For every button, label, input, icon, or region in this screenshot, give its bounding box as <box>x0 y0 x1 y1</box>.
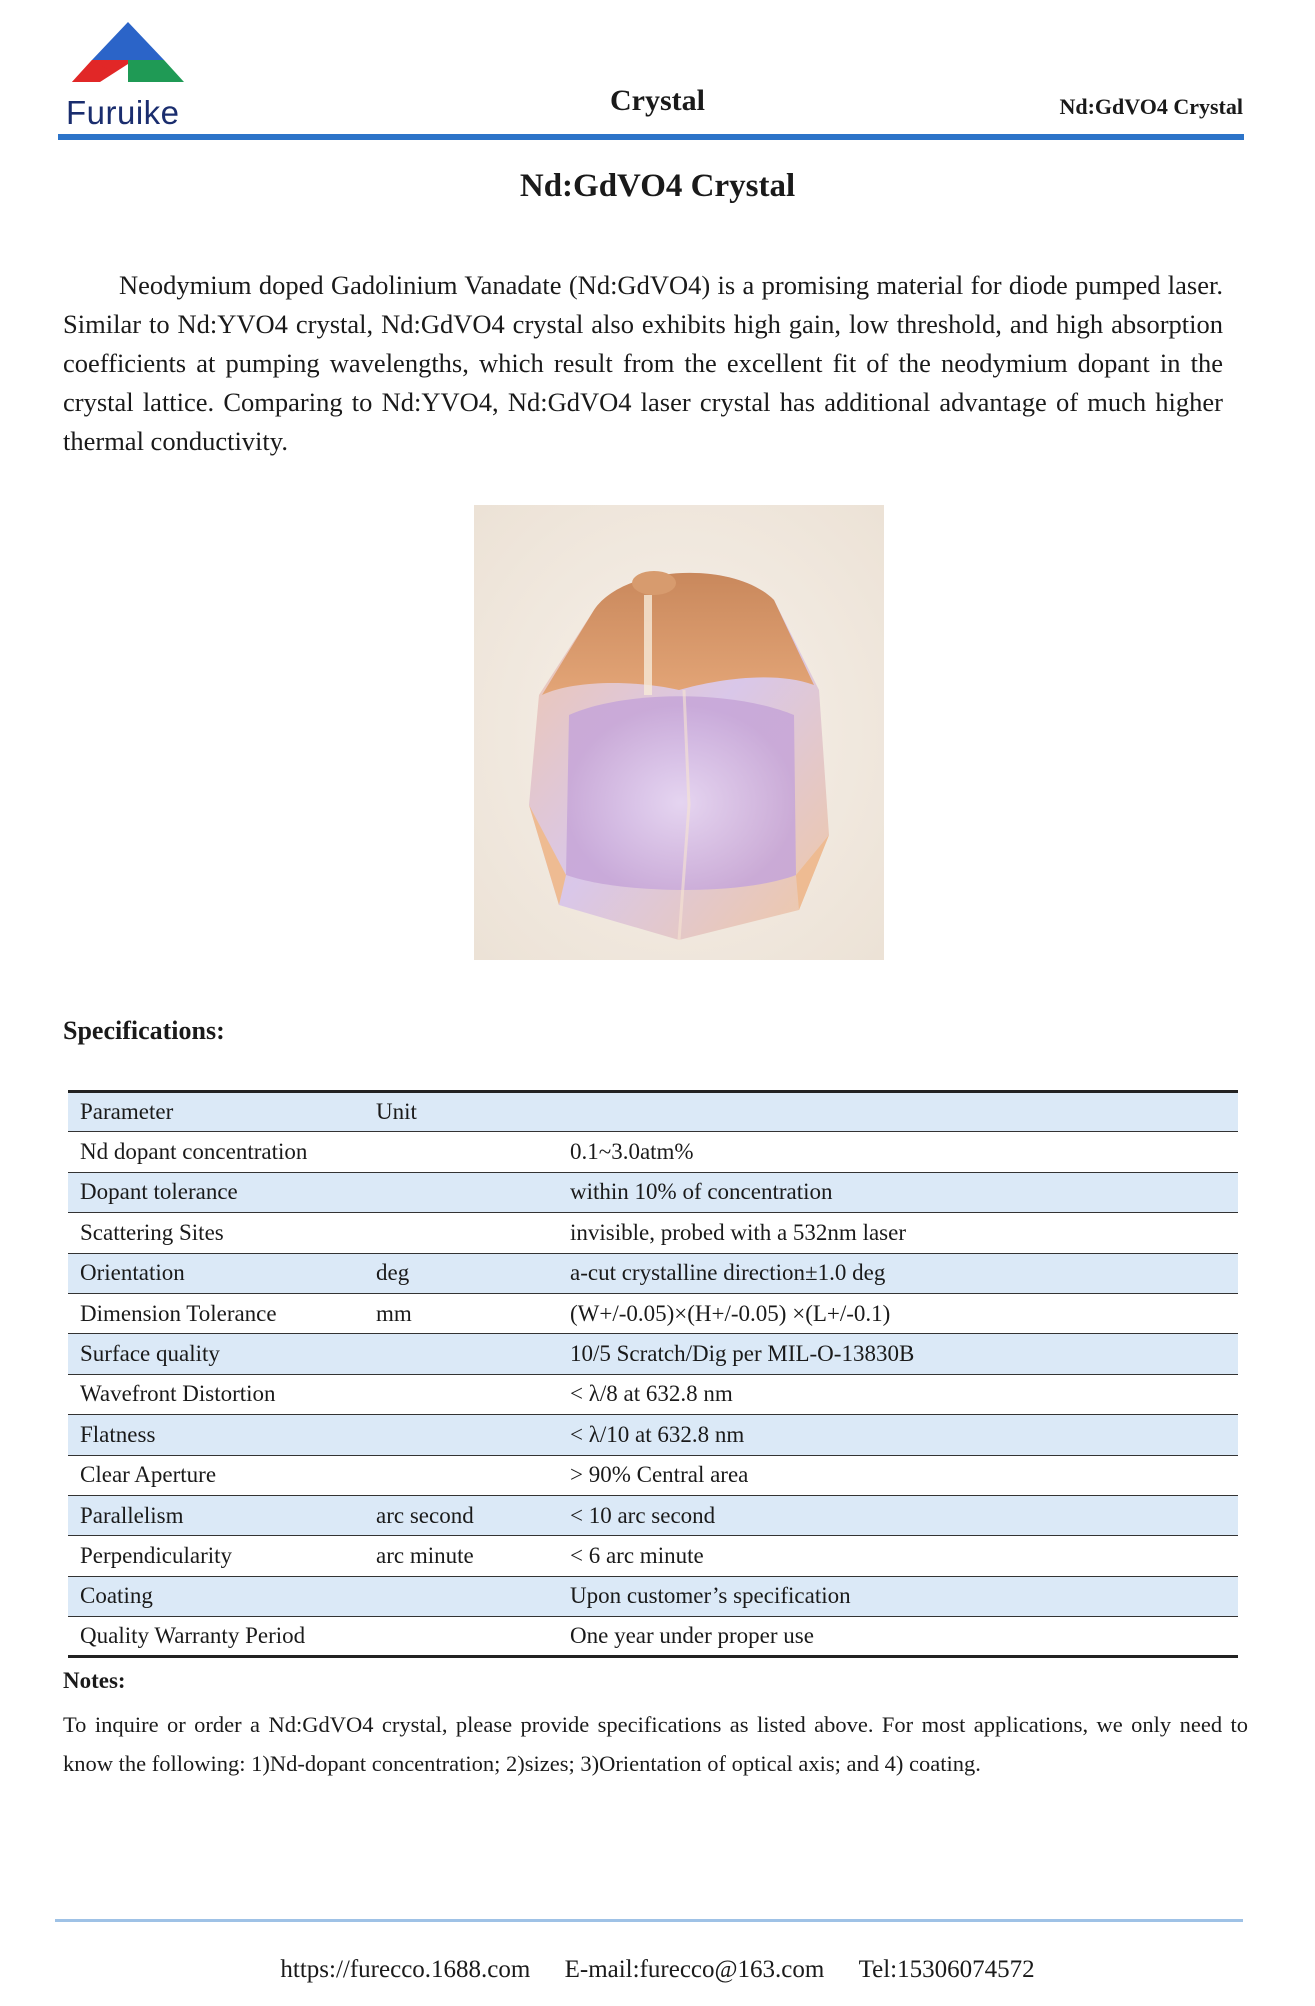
parameter-cell: Nd dopant concentration <box>68 1132 364 1172</box>
parameter-cell: Orientation <box>68 1253 364 1293</box>
unit-cell <box>364 1374 558 1414</box>
notes-text: To inquire or order a Nd:GdVO4 crystal, please provide specifications as listed above. For most applications, we only need to know the following: 1)Nd-dopant concentration; 2)sizes; 3)Orientation of optical axis; and 4) coating. <box>63 1712 1248 1776</box>
footer-email[interactable]: E-mail:furecco@163.com <box>564 1956 825 1983</box>
table-row <box>68 1374 1238 1414</box>
unit-cell <box>364 1576 558 1616</box>
parameter-cell: Quality Warranty Period <box>68 1617 364 1657</box>
table-row <box>68 1293 1238 1333</box>
footer-url[interactable]: https://furecco.1688.com <box>280 1956 531 1983</box>
value-cell: > 90% Central area <box>558 1455 1238 1495</box>
table-header-cell: Parameter <box>68 1092 364 1132</box>
unit-cell <box>364 1455 558 1495</box>
value-cell: Upon customer’s specification <box>558 1576 1238 1616</box>
value-cell: < 10 arc second <box>558 1495 1238 1535</box>
table-row <box>68 1455 1238 1495</box>
footer-divider <box>55 1919 1243 1922</box>
unit-cell <box>364 1172 558 1212</box>
table-row <box>68 1253 1238 1293</box>
header-divider <box>58 134 1244 140</box>
table-header-row <box>68 1092 1238 1132</box>
value-cell: < 6 arc minute <box>558 1536 1238 1576</box>
parameter-cell: Dimension Tolerance <box>68 1293 364 1333</box>
parameter-cell: Coating <box>68 1576 364 1616</box>
header-title: Crystal <box>610 84 705 117</box>
table-row <box>68 1495 1238 1535</box>
table-row <box>68 1132 1238 1172</box>
unit-cell: deg <box>364 1253 558 1293</box>
crystal-photo <box>474 505 884 960</box>
value-cell: a-cut crystalline direction±1.0 deg <box>558 1253 1238 1293</box>
table-row <box>68 1334 1238 1374</box>
unit-cell <box>364 1334 558 1374</box>
table-row <box>68 1576 1238 1616</box>
header-product-label: Nd:GdVO4 Crystal <box>1059 94 1243 119</box>
value-cell: One year under proper use <box>558 1617 1238 1657</box>
unit-cell: arc minute <box>364 1536 558 1576</box>
unit-cell <box>364 1132 558 1172</box>
parameter-cell: Flatness <box>68 1415 364 1455</box>
unit-cell: arc second <box>364 1495 558 1535</box>
table-row <box>68 1213 1238 1253</box>
unit-cell <box>364 1617 558 1657</box>
parameter-cell: Perpendicularity <box>68 1536 364 1576</box>
unit-cell <box>364 1415 558 1455</box>
specifications-table <box>68 1090 1238 1658</box>
document-title: Nd:GdVO4 Crystal <box>519 168 796 204</box>
value-cell: < λ/8 at 632.8 nm <box>558 1374 1238 1414</box>
value-cell: (W+/-0.05)×(H+/-0.05) ×(L+/-0.1) <box>558 1293 1238 1333</box>
footer-contact <box>0 1956 1315 1984</box>
value-cell: 0.1~3.0atm% <box>558 1132 1238 1172</box>
unit-cell: mm <box>364 1293 558 1333</box>
table-row <box>68 1617 1238 1657</box>
parameter-cell: Scattering Sites <box>68 1213 364 1253</box>
intro-paragraph: Neodymium doped Gadolinium Vanadate (Nd:GdVO4) is a promising material for diode pumped laser. Similar to Nd:YVO4 crystal, Nd:GdVO4 crystal also exhibits high gain, low threshold, and high absorption coefficients at pumping wavelengths, which result from the excellent fit of the neodymium dopant in the crystal lattice. Comparing to Nd:YVO4, Nd:GdVO4 laser crystal has additional advantage of much higher thermal conductivity. <box>63 270 1223 456</box>
table-row <box>68 1415 1238 1455</box>
table-header-cell <box>558 1092 1238 1132</box>
parameter-cell: Parallelism <box>68 1495 364 1535</box>
specifications-heading: Specifications: <box>63 1016 225 1045</box>
unit-cell <box>364 1213 558 1253</box>
value-cell: 10/5 Scratch/Dig per MIL-O-13830B <box>558 1334 1238 1374</box>
value-cell: within 10% of concentration <box>558 1172 1238 1212</box>
table-row <box>68 1172 1238 1212</box>
notes-heading: Notes: <box>63 1668 126 1693</box>
footer-phone: Tel:15306074572 <box>858 1956 1035 1983</box>
table-header-cell: Unit <box>364 1092 558 1132</box>
value-cell: < λ/10 at 632.8 nm <box>558 1415 1238 1455</box>
parameter-cell: Dopant tolerance <box>68 1172 364 1212</box>
logo-text: Furuike <box>66 94 180 131</box>
parameter-cell: Wavefront Distortion <box>68 1374 364 1414</box>
parameter-cell: Surface quality <box>68 1334 364 1374</box>
parameter-cell: Clear Aperture <box>68 1455 364 1495</box>
table-row <box>68 1536 1238 1576</box>
value-cell: invisible, probed with a 532nm laser <box>558 1213 1238 1253</box>
